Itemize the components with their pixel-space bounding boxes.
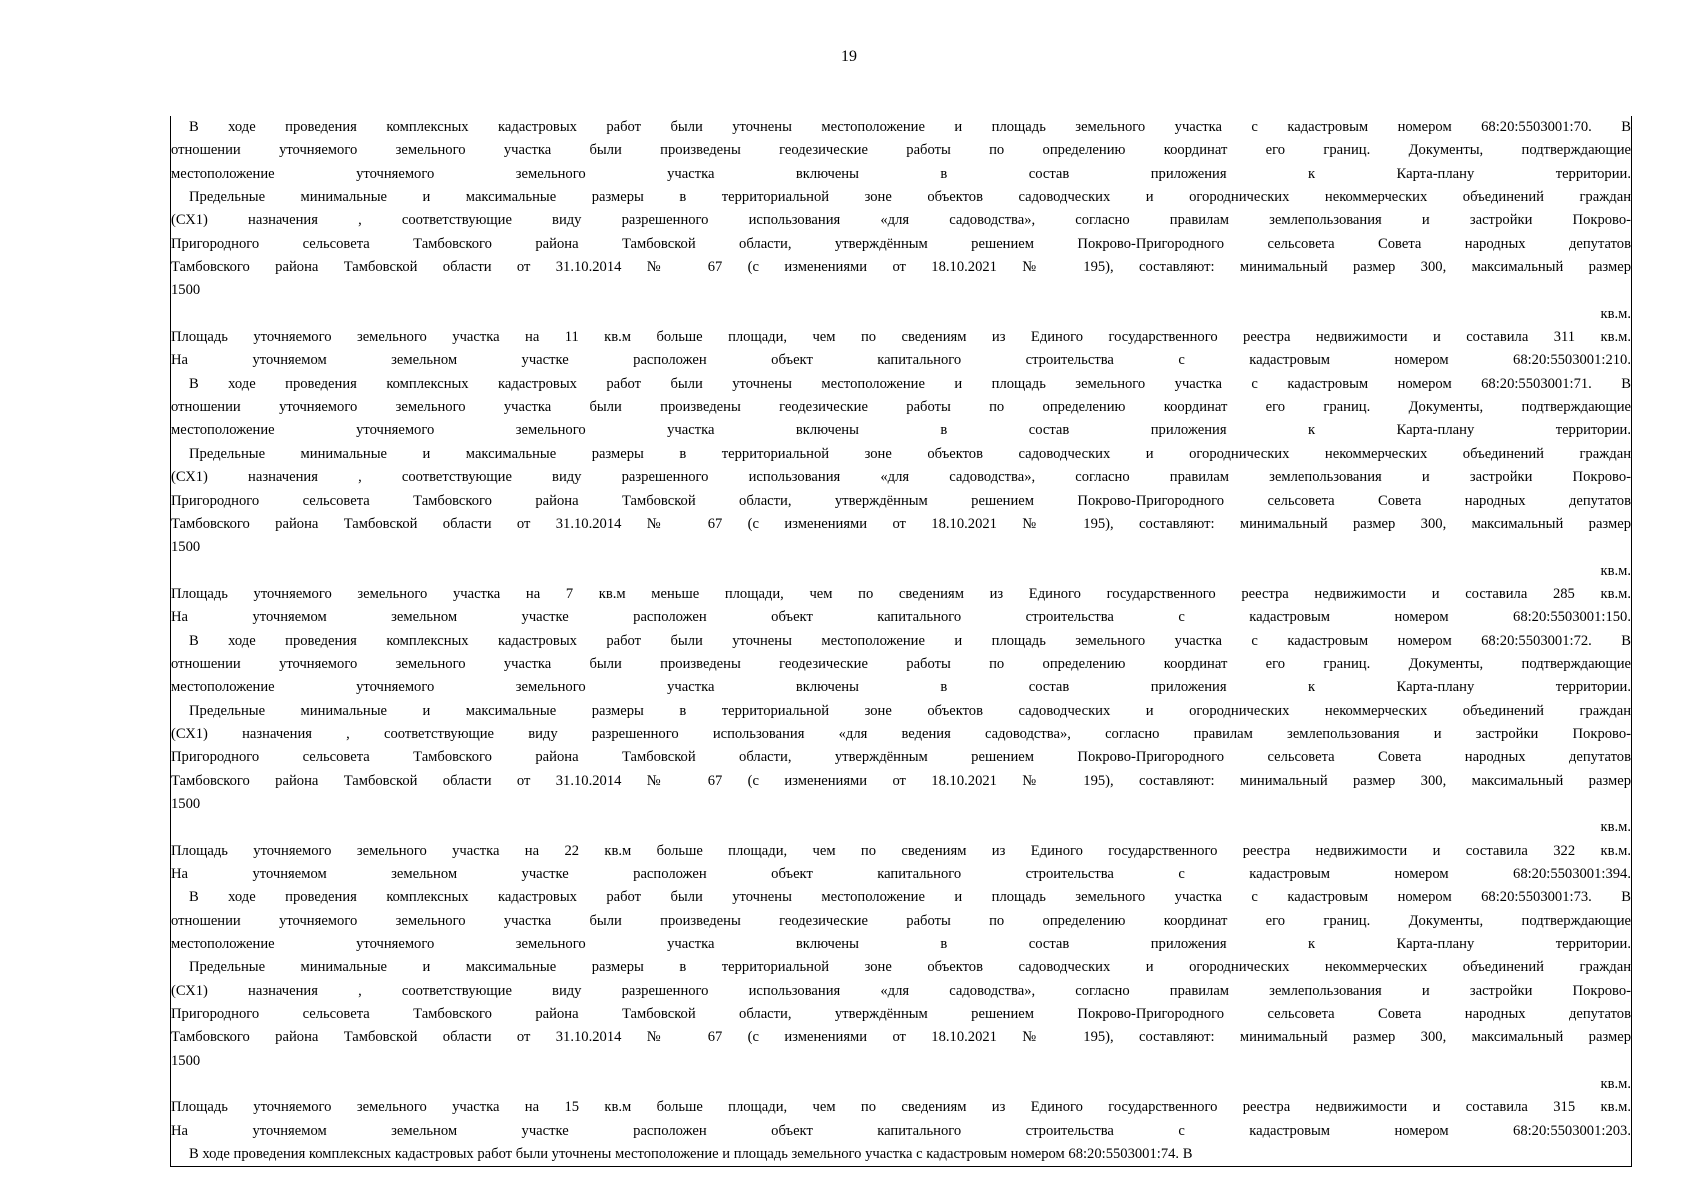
text-line: Предельные минимальные и максимальные размеры в территориальной зоне объектов садоводческих и огороднических некоммерческих объединений граждан xyxy=(189,445,1631,462)
text-line: отношении уточняемого земельного участка были произведены геодезические работы по определению координат его границ. Документы, подтверждающие xyxy=(171,912,1631,929)
document-text-block xyxy=(170,116,1632,1167)
text-line: Пригородного сельсовета Тамбовского района Тамбовской области, утверждённым решением Покрово-Пригородного сельсовета Совета народных депутатов xyxy=(171,1006,1631,1023)
text-line: На уточняемом земельном участке расположен объект капитального строительства с кадастровым номером 68:20:5503001:210. xyxy=(171,352,1631,369)
text-line: 1500 xyxy=(171,539,201,556)
text-line: Предельные минимальные и максимальные размеры в территориальной зоне объектов садоводческих и огороднических некоммерческих объединений граждан xyxy=(189,702,1631,719)
text-line: 1500 xyxy=(171,795,201,812)
text-line: кв.м. xyxy=(1600,819,1631,836)
text-line: Площадь уточняемого земельного участка на 11 кв.м больше площади, чем по сведениям из Единого государственного реестра недвижимости и составила 311 кв.м. xyxy=(171,329,1631,346)
text-line: В ходе проведения комплексных кадастровых работ были уточнены местоположение и площадь земельного участка с кадастровым номером 68:20:5503001:71. В xyxy=(189,375,1631,392)
page-number: 19 xyxy=(841,48,857,65)
text-line: местоположение уточняемого земельного участка включены в состав приложения к Карта-плану территории. xyxy=(171,679,1631,696)
text-line: Тамбовского района Тамбовской области от 31.10.2014 № 67 (с изменениями от 18.10.2021 № 195), составляют: минимальный размер 300, максимальный размер xyxy=(171,515,1631,532)
text-line: Предельные минимальные и максимальные размеры в территориальной зоне объектов садоводческих и огороднических некоммерческих объединений граждан xyxy=(189,959,1631,976)
text-line: кв.м. xyxy=(1600,305,1631,322)
text-line: отношении уточняемого земельного участка были произведены геодезические работы по определению координат его границ. Документы, подтверждающие xyxy=(171,655,1631,672)
text-line: В ходе проведения комплексных кадастровых работ были уточнены местоположение и площадь земельного участка с кадастровым номером 68:20:5503001:74. В xyxy=(189,1146,1193,1163)
text-line: Тамбовского района Тамбовской области от 31.10.2014 № 67 (с изменениями от 18.10.2021 № 195), составляют: минимальный размер 300, максимальный размер xyxy=(171,259,1631,276)
text-line: (СХ1) назначения , соответствующие виду разрешенного использования «для садоводства», согласно правилам землепользования и застройки Покрово- xyxy=(171,212,1631,229)
text-line: Предельные минимальные и максимальные размеры в территориальной зоне объектов садоводческих и огороднических некоммерческих объединений граждан xyxy=(189,189,1631,206)
text-line: На уточняемом земельном участке расположен объект капитального строительства с кадастровым номером 68:20:5503001:203. xyxy=(171,1122,1631,1139)
text-line: 1500 xyxy=(171,282,201,299)
text-line: (СХ1) назначения , соответствующие виду разрешенного использования «для садоводства», согласно правилам землепользования и застройки Покрово- xyxy=(171,982,1631,999)
text-line: местоположение уточняемого земельного участка включены в состав приложения к Карта-плану территории. xyxy=(171,936,1631,953)
text-line: Площадь уточняемого земельного участка на 22 кв.м больше площади, чем по сведениям из Единого государственного реестра недвижимости и составила 322 кв.м. xyxy=(171,842,1631,859)
text-line: В ходе проведения комплексных кадастровых работ были уточнены местоположение и площадь земельного участка с кадастровым номером 68:20:5503001:72. В xyxy=(189,632,1631,649)
text-line: (СХ1) назначения , соответствующие виду разрешенного использования «для садоводства», согласно правилам землепользования и застройки Покрово- xyxy=(171,469,1631,486)
document-content xyxy=(171,116,1631,1166)
text-line: Тамбовского района Тамбовской области от 31.10.2014 № 67 (с изменениями от 18.10.2021 № 195), составляют: минимальный размер 300, максимальный размер xyxy=(171,772,1631,789)
text-line: кв.м. xyxy=(1600,1076,1631,1093)
text-line: Пригородного сельсовета Тамбовского района Тамбовской области, утверждённым решением Покрово-Пригородного сельсовета Совета народных депутатов xyxy=(171,749,1631,766)
text-line: В ходе проведения комплексных кадастровых работ были уточнены местоположение и площадь земельного участка с кадастровым номером 68:20:5503001:73. В xyxy=(189,889,1631,906)
text-line: (СХ1) назначения , соответствующие виду разрешенного использования «для ведения садоводства», согласно правилам землепользования и застройки Покрово- xyxy=(171,725,1631,742)
text-line: На уточняемом земельном участке расположен объект капитального строительства с кадастровым номером 68:20:5503001:150. xyxy=(171,609,1631,626)
text-line: Пригородного сельсовета Тамбовского района Тамбовской области, утверждённым решением Покрово-Пригородного сельсовета Совета народных депутатов xyxy=(171,492,1631,509)
text-line: местоположение уточняемого земельного участка включены в состав приложения к Карта-плану территории. xyxy=(171,165,1631,182)
text-line: Тамбовского района Тамбовской области от 31.10.2014 № 67 (с изменениями от 18.10.2021 № 195), составляют: минимальный размер 300, максимальный размер xyxy=(171,1029,1631,1046)
text-line: Пригородного сельсовета Тамбовского района Тамбовской области, утверждённым решением Покрово-Пригородного сельсовета Совета народных депутатов xyxy=(171,235,1631,252)
text-line: отношении уточняемого земельного участка были произведены геодезические работы по определению координат его границ. Документы, подтверждающие xyxy=(171,142,1631,159)
text-line: Площадь уточняемого земельного участка на 7 кв.м меньше площади, чем по сведениям из Единого государственного реестра недвижимости и составила 285 кв.м. xyxy=(171,585,1631,602)
text-line: На уточняемом земельном участке расположен объект капитального строительства с кадастровым номером 68:20:5503001:394. xyxy=(171,866,1631,882)
text-line: местоположение уточняемого земельного участка включены в состав приложения к Карта-плану территории. xyxy=(171,422,1631,439)
text-line: 1500 xyxy=(171,1052,201,1069)
text-line: кв.м. xyxy=(1600,562,1631,579)
text-line: Площадь уточняемого земельного участка на 15 кв.м больше площади, чем по сведениям из Единого государственного реестра недвижимости и составила 315 кв.м. xyxy=(171,1099,1631,1116)
text-line: отношении уточняемого земельного участка были произведены геодезические работы по определению координат его границ. Документы, подтверждающие xyxy=(171,399,1631,416)
text-line: В ходе проведения комплексных кадастровых работ были уточнены местоположение и площадь земельного участка с кадастровым номером 68:20:5503001:70. В xyxy=(189,119,1631,135)
